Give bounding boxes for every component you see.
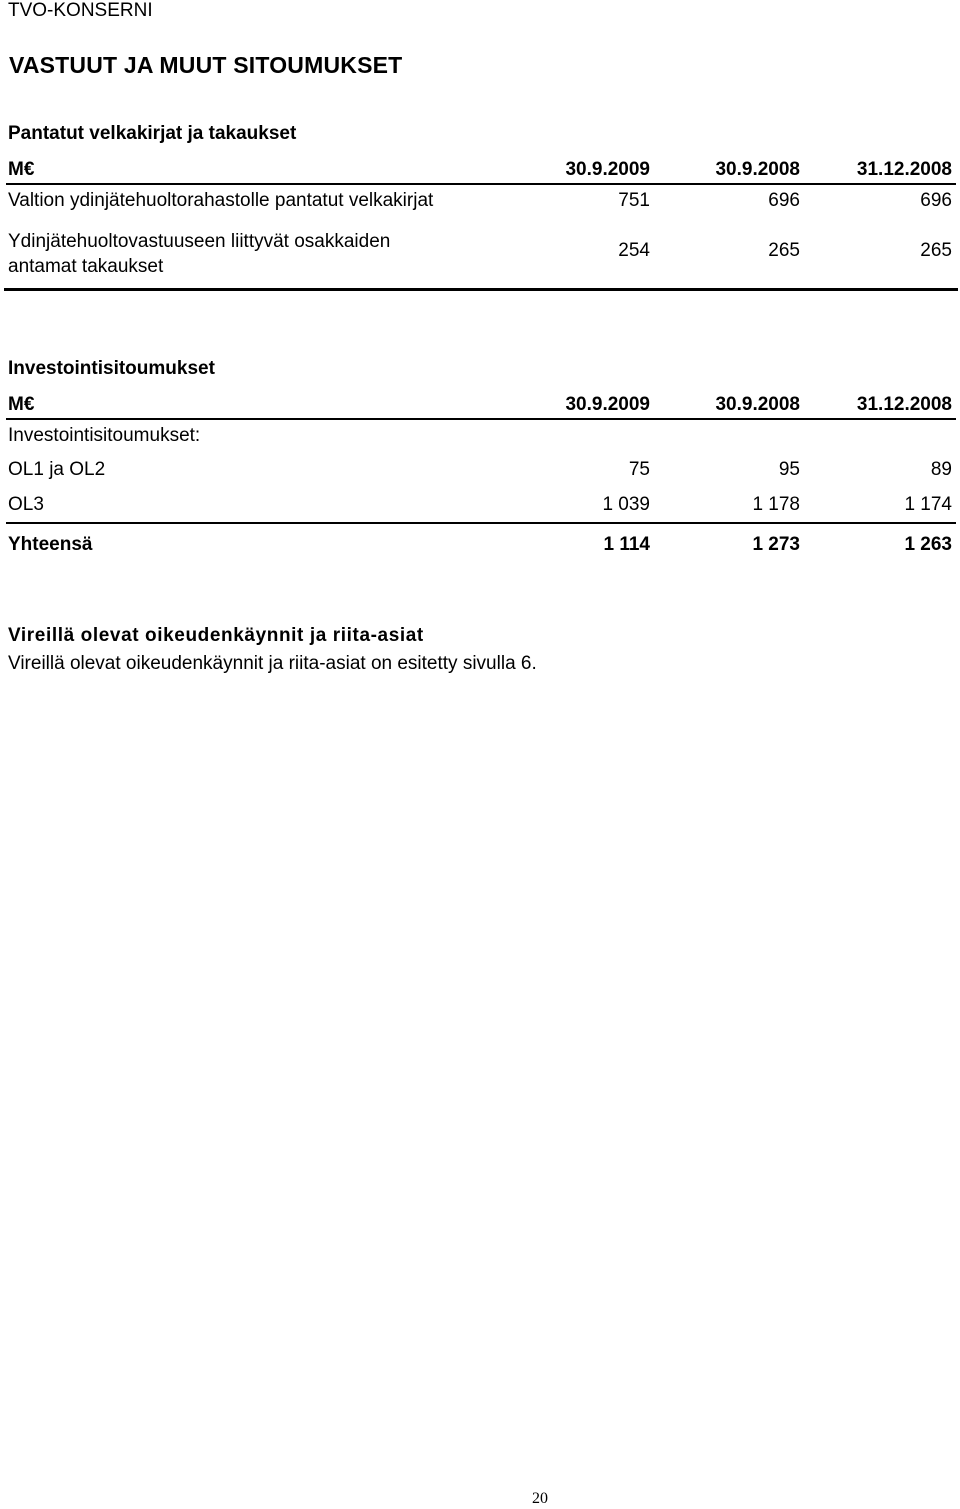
- value-cell: 696: [920, 190, 952, 211]
- value-cell: 696: [768, 190, 800, 211]
- total-value: 1 114: [603, 534, 650, 555]
- currency-header: M€: [8, 394, 35, 415]
- investments-heading: Investointisitoumukset: [8, 358, 215, 379]
- company-name: TVO-KONSERNI: [8, 0, 153, 21]
- col-header-2009-q3: 30.9.2009: [565, 394, 650, 415]
- table-row: [6, 455, 954, 485]
- row-label: [8, 229, 390, 279]
- value-cell: 751: [618, 190, 650, 211]
- value-cell: 95: [778, 459, 800, 480]
- col-header-2008-ye: 31.12.2008: [856, 394, 952, 415]
- litigation-heading: Vireillä olevat oikeudenkäynnit ja riita-asiat: [8, 625, 424, 646]
- pledges-heading: Pantatut velkakirjat ja takaukset: [8, 123, 297, 144]
- col-header-2008-q3: 30.9.2008: [715, 159, 800, 180]
- divider: [4, 288, 958, 291]
- row-label: OL3: [8, 494, 44, 515]
- divider: [6, 183, 956, 185]
- row-label: OL1 ja OL2: [8, 459, 106, 480]
- value-cell: 89: [930, 459, 952, 480]
- table-row: [6, 186, 954, 216]
- currency-header: M€: [8, 159, 35, 180]
- total-value: 1 273: [752, 534, 800, 555]
- table-row: [6, 490, 954, 520]
- value-cell: 265: [768, 240, 800, 261]
- value-cell: 265: [920, 240, 952, 261]
- investments-header-row: [6, 390, 954, 420]
- divider: [6, 418, 956, 420]
- divider: [6, 522, 956, 524]
- page-title: VASTUUT JA MUUT SITOUMUKSET: [9, 52, 403, 78]
- row-label-line: antamat takaukset: [8, 256, 164, 277]
- row-label-line: Ydinjätehuoltovastuuseen liittyvät osakkaiden: [8, 231, 391, 252]
- value-cell: 75: [628, 459, 650, 480]
- col-header-2009-q3: 30.9.2009: [565, 159, 650, 180]
- total-value: 1 263: [904, 534, 952, 555]
- table-row: [6, 421, 954, 451]
- col-header-2008-ye: 31.12.2008: [856, 159, 952, 180]
- row-label: Investointisitoumukset:: [8, 425, 201, 446]
- value-cell: 1 039: [602, 494, 650, 515]
- value-cell: 1 174: [904, 494, 952, 515]
- table-row: [6, 226, 954, 286]
- pledges-header-row: [6, 155, 954, 185]
- total-label: Yhteensä: [8, 534, 93, 555]
- value-cell: 1 178: [752, 494, 800, 515]
- col-header-2008-q3: 30.9.2008: [715, 394, 800, 415]
- value-cell: 254: [618, 240, 650, 261]
- page-number: 20: [532, 1490, 548, 1507]
- total-row: [6, 530, 954, 560]
- row-label: Valtion ydinjätehuoltorahastolle pantatut velkakirjat: [8, 190, 434, 211]
- litigation-text: Vireillä olevat oikeudenkäynnit ja riita-asiat on esitetty sivulla 6.: [8, 653, 537, 674]
